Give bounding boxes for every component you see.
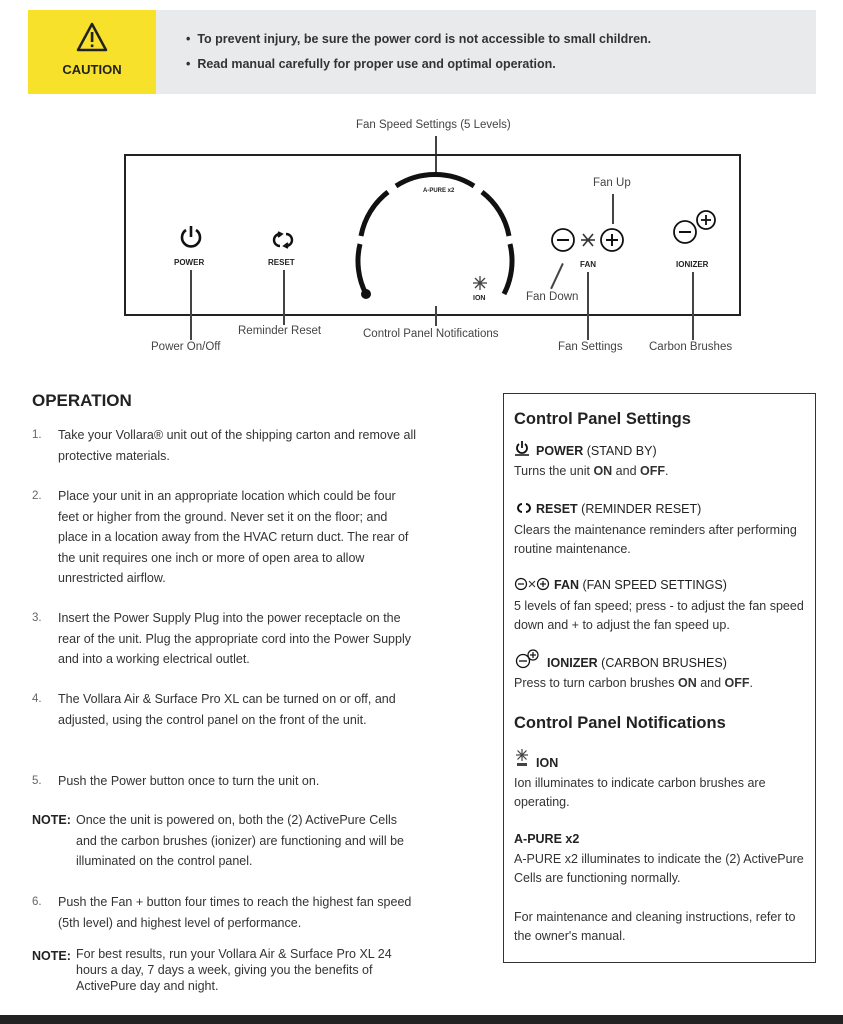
fan-speed-settings-label: Fan Speed Settings (5 Levels) [356, 119, 511, 131]
note-1-text: Once the unit is powered on, both the (2) ActivePure Cells and the carbon brushes (ionizer) are functioning and will be illuminated on the control panel. [76, 813, 404, 868]
carbon-brushes-label: Carbon Brushes [649, 341, 733, 353]
fan-controls-icon [550, 220, 626, 260]
reset-setting-name: RESET (REMINDER RESET) [536, 502, 702, 516]
apure-notification-desc: A-PURE x2 illuminates to indicate the (2) ActivePure Cells are functioning normally. [514, 852, 804, 885]
fan-setting-name: FAN (FAN SPEED SETTINGS) [554, 578, 727, 592]
settings-title: Control Panel Settings [514, 410, 691, 428]
power-setting-desc: Turns the unit ON and OFF. [514, 464, 669, 478]
ionizer-setting-name: IONIZER (CARBON BRUSHES) [547, 656, 727, 670]
fan-up-label: Fan Up [593, 177, 631, 189]
fan-settings-label: Fan Settings [558, 341, 623, 353]
reset-icon [514, 502, 534, 514]
ion-display: ION [473, 295, 486, 302]
step-5-number: 5. [32, 775, 42, 787]
ion-notification-name: ION [536, 756, 559, 770]
power-setting-name: POWER (STAND BY) [536, 444, 657, 458]
operation-title: OPERATION [32, 391, 132, 410]
control-panel-notifications-label: Control Panel Notifications [363, 328, 499, 340]
ion-icon [472, 275, 488, 291]
step-1-text: Take your Vollara® unit out of the shipping carton and remove all protective materials. [58, 428, 417, 463]
fan-icon [514, 577, 550, 591]
maintenance-note: For maintenance and cleaning instructions, refer to the owner's manual. [514, 910, 796, 943]
ion-icon [514, 748, 530, 768]
power-icon [178, 224, 204, 250]
fan-down-label: Fan Down [526, 291, 579, 303]
step-2-text: Place your unit in an appropriate location which could be four feet or higher from the ground. Never set it on the floor; and place in a location away from the HVAC return duct. The rear of the unit requires one inch or more of open area to allow unrestricted airflow. [58, 489, 409, 585]
ionizer-icon [514, 649, 540, 669]
note-1-label: NOTE: [32, 813, 71, 827]
caution-label: CAUTION [62, 62, 122, 77]
apure-notification-name: A-PURE x2 [514, 832, 580, 846]
reset-button[interactable]: RESET [268, 258, 295, 267]
step-3-number: 3. [32, 612, 42, 624]
reminder-reset-label: Reminder Reset [238, 325, 322, 337]
fan-setting-desc: 5 levels of fan speed; press - to adjust the fan speed down and + to adjust the fan speed up. [514, 599, 804, 632]
ionizer-button[interactable]: IONIZER [676, 260, 709, 269]
reset-icon [268, 230, 298, 250]
step-5-text: Push the Power button once to turn the unit on. [58, 774, 320, 788]
caution-bullet-1: • To prevent injury, be sure the power cord is not accessible to small children. [186, 32, 652, 46]
power-icon [514, 440, 530, 456]
apure-display: A-PURE x2 [423, 188, 455, 194]
warning-icon [76, 22, 108, 52]
step-6-number: 6. [32, 896, 42, 908]
ionizer-setting-desc: Press to turn carbon brushes ON and OFF. [514, 676, 754, 690]
caution-bullet-2: • Read manual carefully for proper use and optimal operation. [186, 57, 556, 71]
step-6-text: Push the Fan + button four times to reach the highest fan speed (5th level) and highest level of performance. [58, 895, 412, 930]
notifications-title: Control Panel Notifications [514, 714, 726, 732]
power-button[interactable]: POWER [174, 258, 205, 267]
step-1-number: 1. [32, 429, 42, 441]
ionizer-icon [668, 208, 718, 248]
fan-speed-dial-icon [340, 160, 530, 300]
ion-notification-desc: Ion illuminates to indicate carbon brushes are operating. [514, 776, 766, 809]
fan-button[interactable]: FAN [580, 260, 596, 269]
step-2-number: 2. [32, 490, 42, 502]
step-4-number: 4. [32, 693, 42, 705]
reset-setting-desc: Clears the maintenance reminders after performing routine maintenance. [514, 523, 797, 556]
note-2-label: NOTE: [32, 949, 71, 963]
note-2-text: For best results, run your Vollara Air & Surface Pro XL 24 hours a day, 7 days a week, giving you the benefits of ActivePure day and night. [76, 947, 392, 993]
caution-box [28, 10, 156, 94]
bottom-bar [0, 1015, 843, 1024]
step-4-text: The Vollara Air & Surface Pro XL can be turned on or off, and adjusted, using the control panel on the front of the unit. [58, 692, 396, 727]
power-onoff-label: Power On/Off [151, 341, 221, 353]
step-3-text: Insert the Power Supply Plug into the power receptacle on the rear of the unit. Plug the appropriate cord into the Power Supply and into a working electrical outlet. [58, 611, 411, 666]
